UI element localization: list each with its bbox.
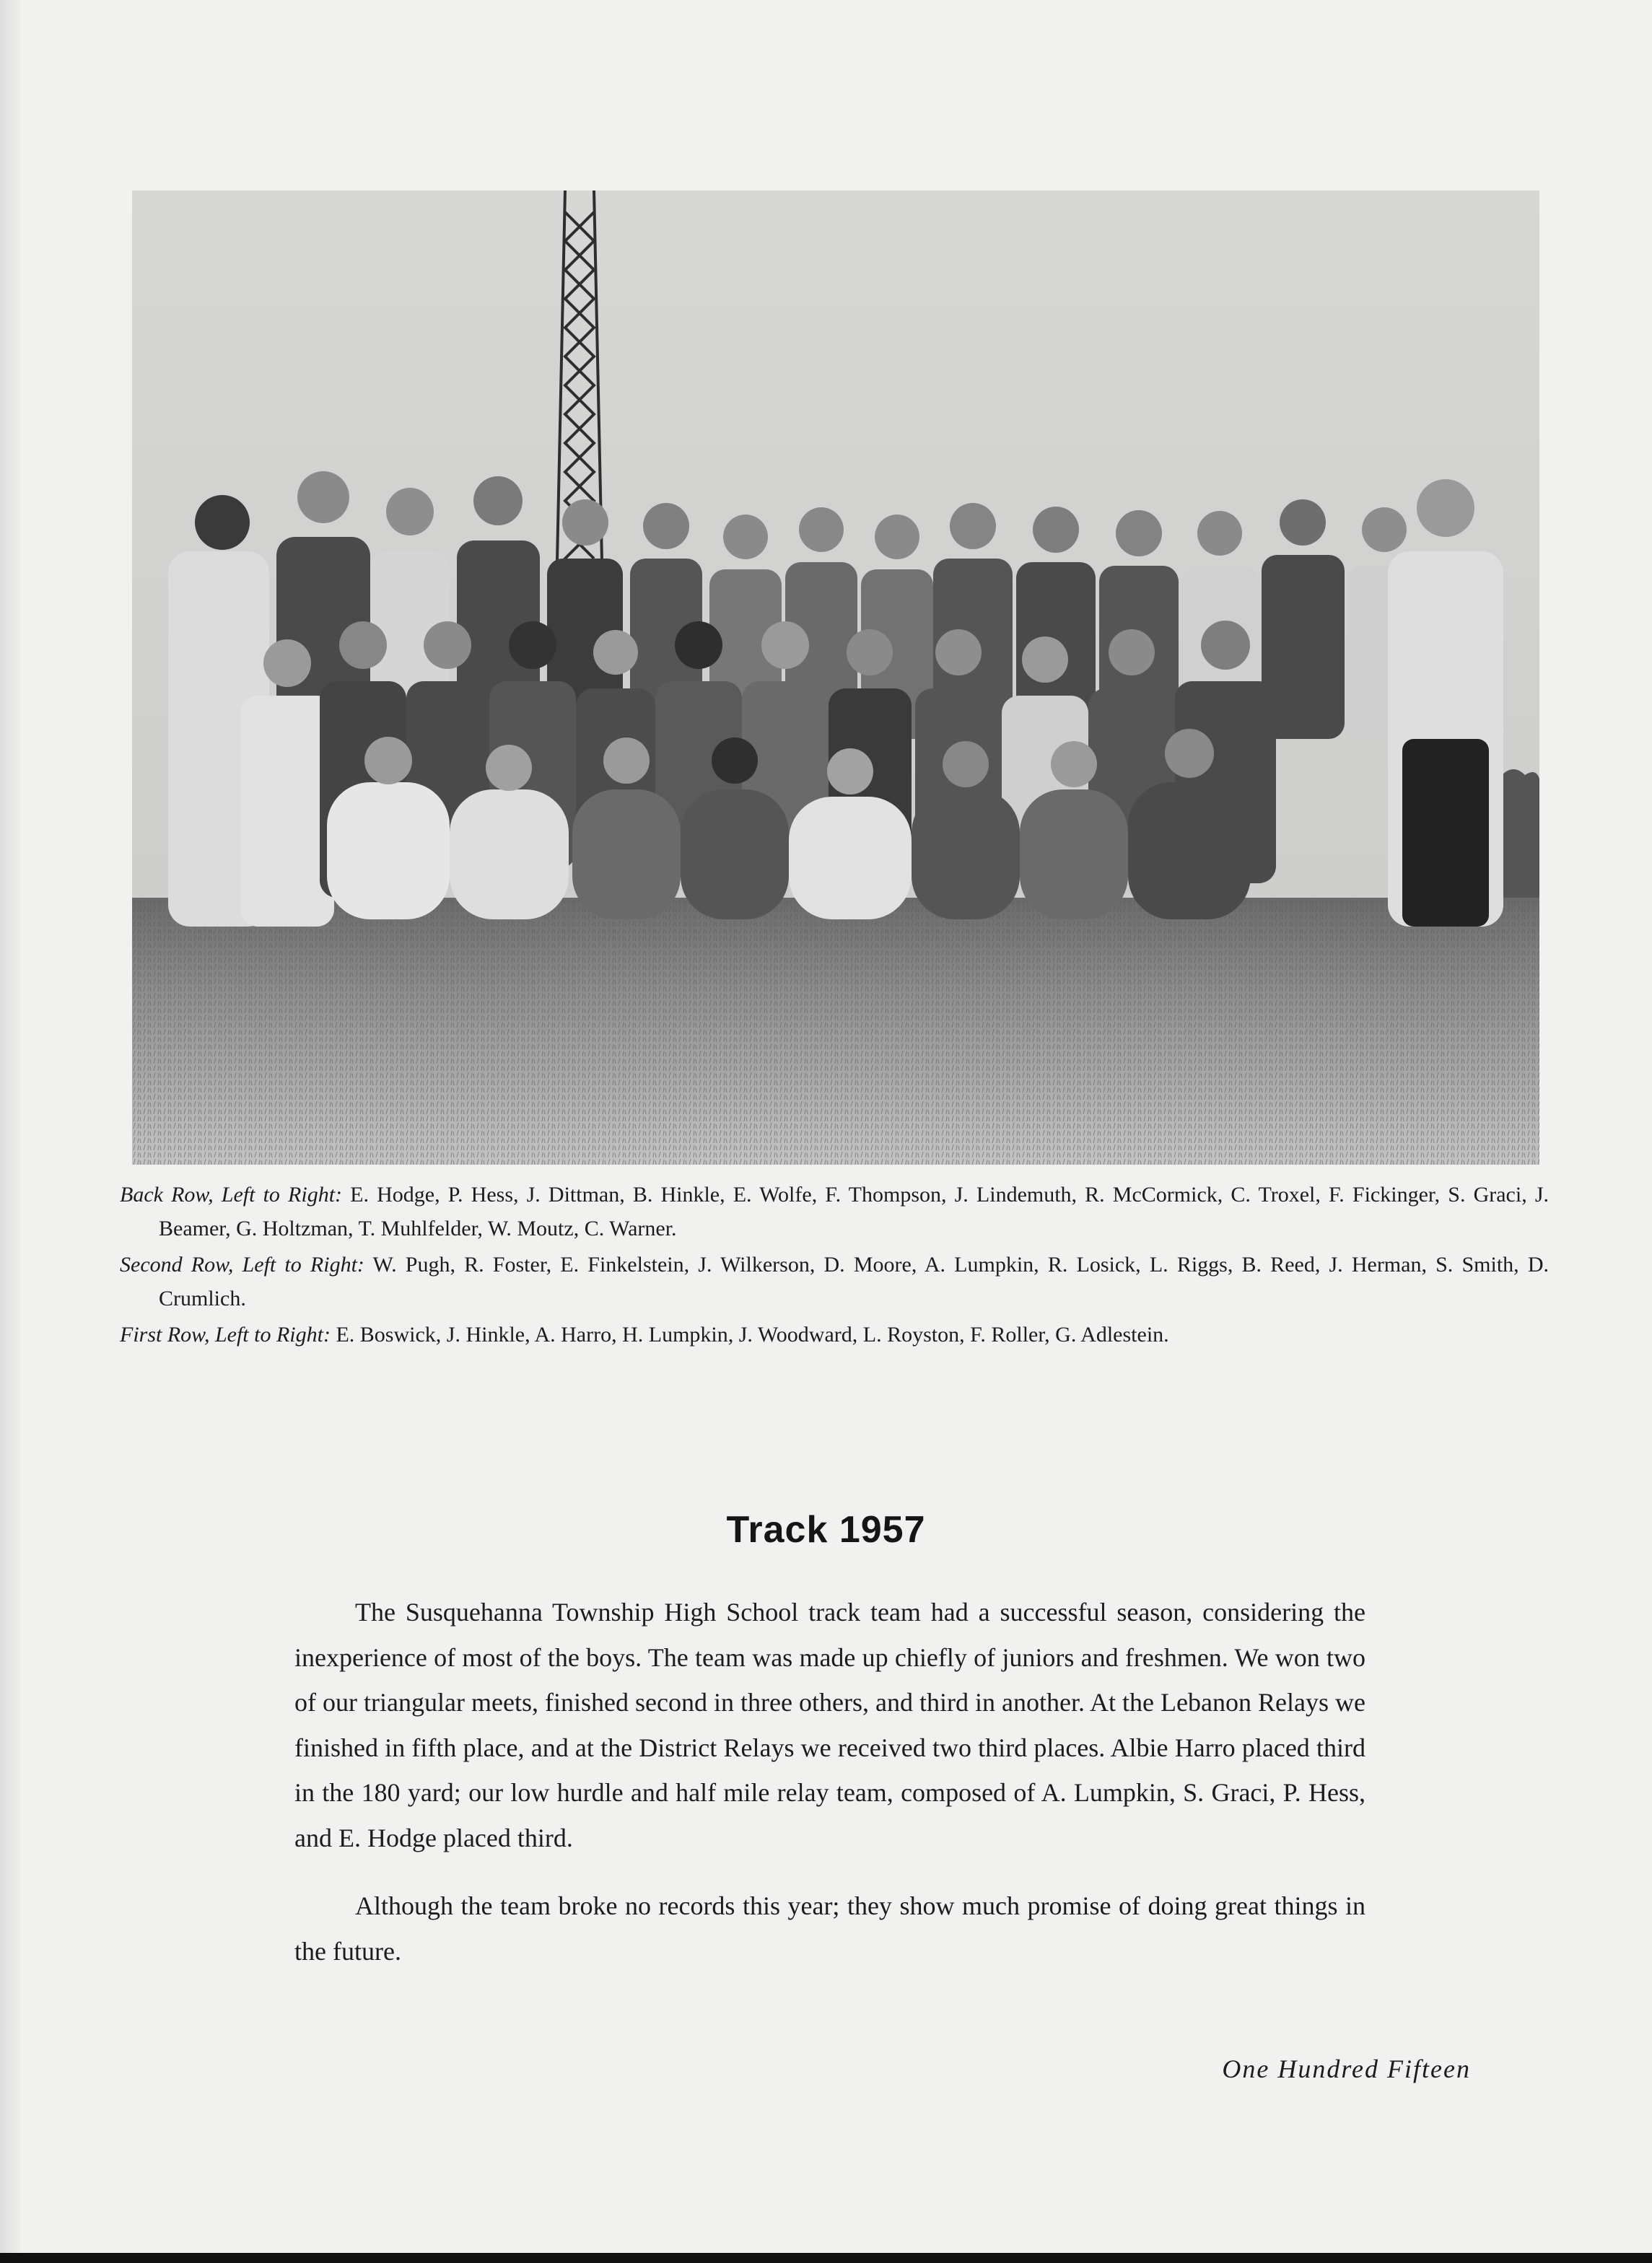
caption-first-row <box>120 1318 1549 1352</box>
photo-caption <box>120 1178 1549 1354</box>
page-bottom-edge <box>0 2253 1652 2263</box>
caption-row-label: Second Row, Left to Right: <box>120 1253 364 1277</box>
caption-back-row <box>120 1178 1549 1246</box>
caption-second-row <box>120 1248 1549 1316</box>
page-binding-edge <box>0 0 20 2263</box>
caption-row-label: Back Row, Left to Right: <box>120 1183 343 1207</box>
caption-row-label: First Row, Left to Right: <box>120 1323 331 1347</box>
caption-row-names: E. Hodge, P. Hess, J. Dittman, B. Hinkle, E. Wolfe, F. Thompson, J. Lindemuth, R. McCormick, C. Troxel, F. Fickinger, S. Graci, J. Beamer, G. Holtzman, T. Muhlfelder, W. Moutz, C. Warner. <box>159 1183 1549 1240</box>
caption-row-names: E. Boswick, J. Hinkle, A. Harro, H. Lumpkin, J. Woodward, L. Royston, F. Roller, G. Adlestein. <box>336 1323 1169 1347</box>
page-title: Track 1957 <box>726 1509 926 1551</box>
page-number: One Hundred Fifteen <box>1222 2054 1471 2083</box>
body-paragraph: Although the team broke no records this year; they show much promise of doing great things in the future. <box>294 1891 1365 1966</box>
article-body <box>294 1590 1365 1997</box>
caption-row-names: W. Pugh, R. Foster, E. Finkelstein, J. Wilkerson, D. Moore, A. Lumpkin, R. Losick, L. Riggs, B. Reed, J. Herman, S. Smith, D. Crumlich. <box>159 1253 1549 1310</box>
body-paragraph: The Susquehanna Township High School track team had a successful season, considering the inexperience of most of the boys. The team was made up chiefly of juniors and freshmen. We won two of our triangular meets, finished second in three others, and third in another. At the Lebanon Relays we finished in fifth place, and at the District Relays we received two third places. Albie Harro placed third in the 180 yard; our low hurdle and half mile relay team, composed of A. Lumpkin, S. Graci, P. Hess, and E. Hodge placed third. <box>294 1598 1365 1852</box>
team-photograph <box>132 191 1539 1165</box>
